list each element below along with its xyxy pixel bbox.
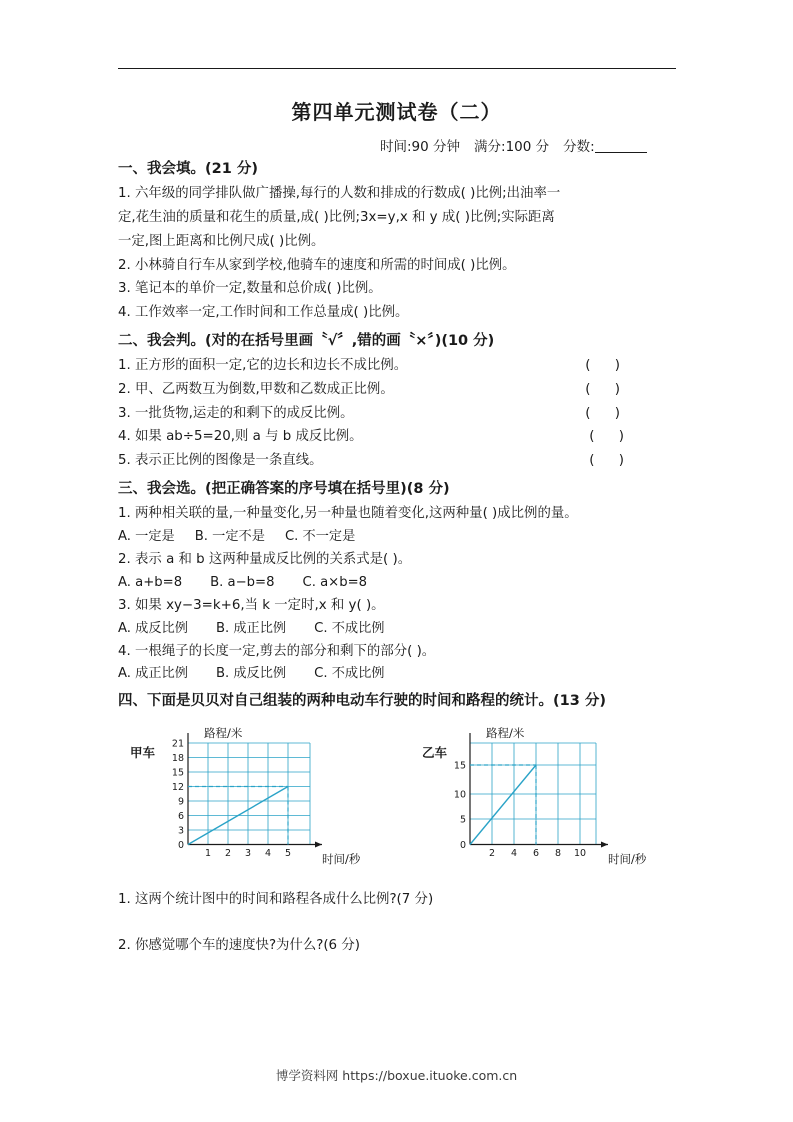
meta-time: 时间:90 分钟: [380, 139, 461, 155]
choice-option[interactable]: C. 不成比例: [314, 620, 385, 636]
chart-ylabel-b: 路程/米: [486, 725, 525, 740]
choice-option[interactable]: B. 成正比例: [215, 620, 287, 636]
svg-text:5: 5: [284, 847, 292, 859]
svg-text:4: 4: [264, 847, 272, 859]
svg-text:6: 6: [177, 810, 184, 822]
choice-options: [118, 663, 678, 684]
chart-jia: [126, 719, 394, 877]
judge-text: 2. 甲、乙两数互为倒数,甲数和乙数成正比例。: [118, 381, 394, 397]
svg-text:3: 3: [244, 847, 252, 859]
svg-text:10: 10: [453, 789, 466, 801]
question-text: 2. 小林骑自行车从家到学校,他骑车的速度和所需的时间成( )比例。: [118, 257, 516, 273]
choice-options: [118, 572, 678, 593]
chart-xlabel-a: 时间/秒: [322, 851, 361, 866]
chart-ylabel-a: 路程/米: [204, 725, 243, 740]
chart-series-name-a: 甲车: [130, 744, 156, 760]
exam-content: [118, 158, 678, 958]
chart-yi: [410, 719, 678, 877]
svg-text:12: 12: [171, 781, 184, 793]
chart-series-name-b: 乙车: [422, 744, 448, 760]
judge-item: [118, 355, 678, 377]
exam-meta: [380, 135, 647, 155]
choice-option[interactable]: B. a−b=8: [210, 574, 275, 590]
svg-text:5: 5: [459, 814, 466, 826]
svg-text:8: 8: [554, 847, 562, 859]
question-text: 定,花生油的质量和花生的质量,成( )比例;3x=y,x 和 y 成( )比例;实际距离: [118, 210, 555, 226]
svg-text:21: 21: [171, 738, 184, 750]
svg-text:6: 6: [532, 847, 540, 859]
choice-stem: 2. 表示 a 和 b 这两种量成反比例的关系式是( )。: [118, 551, 412, 567]
question-text: 1. 六年级的同学排队做广播操,每行的人数和排成的行数成( )比例;出油率一: [118, 186, 561, 202]
svg-text:2: 2: [224, 847, 232, 859]
judge-text: 1. 正方形的面积一定,它的边长和边长不成比例。: [118, 358, 408, 374]
svg-text:9: 9: [177, 796, 184, 808]
page-title: 第四单元测试卷（二）: [291, 100, 502, 124]
judge-answer-box[interactable]: ( ): [589, 452, 634, 468]
choice-option[interactable]: A. 成正比例: [118, 666, 188, 682]
question-text: 一定,图上距离和比例尺成( )比例。: [118, 233, 325, 249]
judge-text: 4. 如果 ab÷5=20,则 a 与 b 成反比例。: [118, 429, 363, 445]
chart-xlabel-b: 时间/秒: [608, 851, 647, 866]
header-rule: [118, 68, 676, 69]
choice-stem: 3. 如果 xy−3=k+6,当 k 一定时,x 和 y( )。: [118, 597, 385, 613]
choice-option[interactable]: C. 不一定是: [284, 528, 356, 544]
page-footer: [0, 1066, 793, 1084]
question-text: 3. 笔记本的单价一定,数量和总价成( )比例。: [118, 281, 382, 297]
choice-option[interactable]: A. 一定是: [118, 528, 175, 544]
score-blank[interactable]: [595, 138, 647, 153]
svg-text:10: 10: [573, 847, 587, 859]
judge-answer-box[interactable]: ( ): [589, 429, 634, 445]
choice-option[interactable]: A. 成反比例: [118, 620, 188, 636]
choice-stem: 4. 一根绳子的长度一定,剪去的部分和剩下的部分( )。: [118, 643, 436, 659]
section-heading-1: 一、我会填。(21 分): [118, 161, 258, 177]
choice-options: [118, 618, 678, 639]
section-heading-3: 三、我会选。(把正确答案的序号填在括号里)(8 分): [118, 480, 450, 497]
choice-option[interactable]: C. 不成比例: [314, 666, 385, 682]
charts-area: [118, 719, 678, 879]
meta-score-label: 分数:: [563, 139, 595, 155]
svg-text:4: 4: [510, 847, 518, 859]
svg-text:0: 0: [459, 839, 466, 851]
footer-text: 博学资料网 https://boxue.ituoke.com.cn: [275, 1068, 518, 1083]
followup-question: 1. 这两个统计图中的时间和路程各成什么比例?(7 分): [118, 891, 434, 907]
svg-text:15: 15: [171, 767, 184, 779]
judge-item: [118, 426, 678, 448]
choice-option[interactable]: A. a+b=8: [118, 574, 183, 590]
svg-text:2: 2: [488, 847, 496, 859]
judge-item: [118, 450, 678, 472]
judge-text: 3. 一批货物,运走的和剩下的成反比例。: [118, 405, 354, 421]
choice-option[interactable]: B. 成反比例: [215, 666, 287, 682]
judge-answer-box[interactable]: ( ): [585, 358, 630, 374]
choice-options: [118, 526, 678, 547]
svg-text:3: 3: [177, 825, 184, 837]
choice-option[interactable]: C. a×b=8: [302, 574, 368, 590]
judge-item: [118, 379, 678, 401]
question-text: 4. 工作效率一定,工作时间和工作总量成( )比例。: [118, 304, 409, 320]
svg-text:1: 1: [204, 847, 212, 859]
section-heading-4: 四、下面是贝贝对自己组装的两种电动车行驶的时间和路程的统计。(13 分): [118, 693, 606, 710]
judge-item: [118, 403, 678, 425]
judge-answer-box[interactable]: ( ): [585, 381, 630, 397]
meta-full-score: 满分:100 分: [474, 139, 550, 155]
svg-text:0: 0: [177, 839, 184, 851]
section-heading-2: 二、我会判。(对的在括号里画〝√〞,错的画〝×〞)(10 分): [118, 332, 495, 349]
choice-option[interactable]: B. 一定不是: [194, 528, 265, 544]
judge-text: 5. 表示正比例的图像是一条直线。: [118, 452, 323, 468]
choice-stem: 1. 两种相关联的量,一种量变化,另一种量也随着变化,这两种量( )成比例的量。: [118, 506, 578, 522]
followup-question: 2. 你感觉哪个车的速度快?为什么?(6 分): [118, 937, 360, 953]
svg-text:15: 15: [453, 760, 466, 772]
svg-text:18: 18: [171, 752, 184, 764]
judge-answer-box[interactable]: ( ): [585, 405, 630, 421]
